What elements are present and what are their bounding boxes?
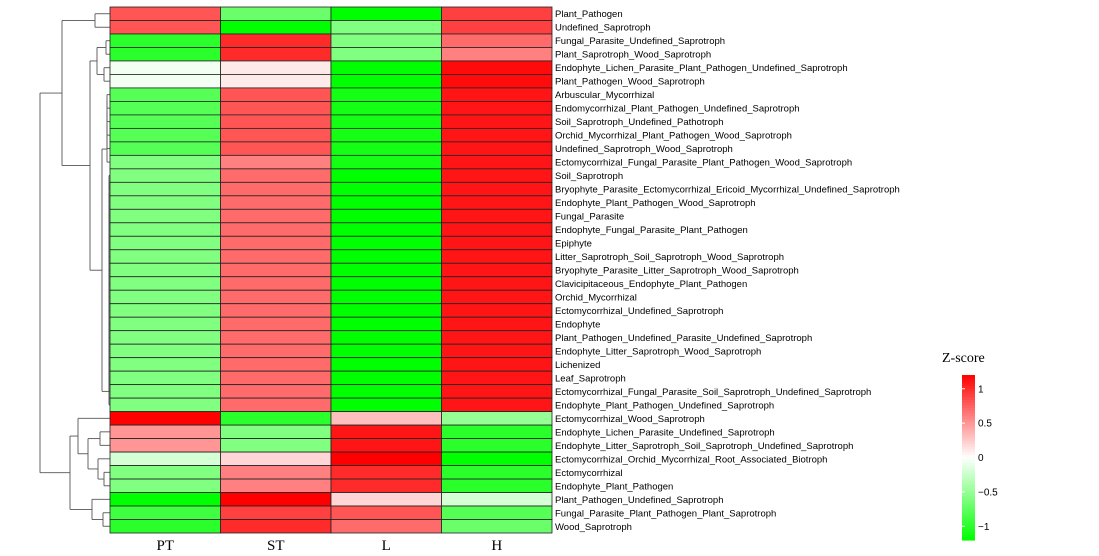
heatmap-cell (442, 304, 553, 317)
heatmap-cell (442, 101, 553, 114)
heatmap-cell (221, 7, 332, 20)
heatmap-cell (110, 412, 221, 425)
heatmap-cell (110, 385, 221, 398)
heatmap-cell (331, 209, 442, 222)
heatmap-cell (331, 344, 442, 357)
heatmap-cell (442, 61, 553, 74)
row-label: Endophyte_Lichen_Parasite_Undefined_Saprotroph (555, 427, 775, 439)
heatmap-cell (442, 385, 553, 398)
heatmap-cell (331, 412, 442, 425)
row-label: Wood_Saprotroph (555, 521, 632, 533)
heatmap-cell (221, 236, 332, 249)
heatmap-cell (110, 425, 221, 438)
heatmap-cell (442, 452, 553, 465)
heatmap-cell (110, 317, 221, 330)
heatmap-cell (110, 263, 221, 276)
row-label: Undefined_Saprotroph (555, 22, 651, 34)
heatmap-cell (221, 169, 332, 182)
heatmap-cell (110, 101, 221, 114)
heatmap-cell (331, 61, 442, 74)
heatmap-cell (221, 250, 332, 263)
heatmap-cell (442, 412, 553, 425)
heatmap-cell (331, 358, 442, 371)
heatmap-cell (221, 425, 332, 438)
heatmap-cell (221, 263, 332, 276)
heatmap-cell (110, 493, 221, 506)
heatmap-cell (110, 128, 221, 141)
heatmap-cell (442, 223, 553, 236)
legend-tick-label: 1 (978, 384, 984, 396)
heatmap-cell (331, 47, 442, 60)
heatmap-cell (110, 223, 221, 236)
legend-tick-label: −1 (978, 521, 990, 533)
heatmap-cell (331, 236, 442, 249)
heatmap-cell (331, 398, 442, 411)
legend-title: Z-score (942, 351, 985, 366)
heatmap-cell (221, 61, 332, 74)
heatmap-cell (221, 101, 332, 114)
row-label: Plant_Pathogen_Undefined_Parasite_Undefined_Saprotroph (555, 332, 813, 344)
heatmap-cell (331, 371, 442, 384)
row-label: Ectomycorrhizal_Fungal_Parasite_Plant_Pathogen_Wood_Saprotroph (555, 157, 853, 169)
heatmap-cell (221, 223, 332, 236)
row-label: Fungal_Parasite_Undefined_Saprotroph (555, 36, 726, 48)
heatmap-cell (221, 115, 332, 128)
row-label: Ectomycorrhizal_Orchid_Mycorrhizal_Root_Associated_Biotroph (555, 454, 828, 466)
row-label: Endophyte_Plant_Pathogen_Wood_Saprotroph (555, 198, 756, 210)
heatmap-cell (221, 466, 332, 479)
heatmap-cell (331, 520, 442, 533)
heatmap-cell (331, 115, 442, 128)
heatmap-cell (110, 344, 221, 357)
heatmap-cell (442, 142, 553, 155)
heatmap-cell (221, 452, 332, 465)
heatmap-cell (221, 398, 332, 411)
heatmap-cell (110, 142, 221, 155)
row-label: Orchid_Mycorrhizal (555, 292, 637, 304)
heatmap-cell (221, 317, 332, 330)
legend-tick-label: 0 (978, 453, 984, 464)
heatmap-cell (221, 506, 332, 519)
heatmap-cell (221, 20, 332, 33)
column-label: H (491, 538, 503, 554)
heatmap-cell (331, 277, 442, 290)
heatmap-cell (331, 20, 442, 33)
heatmap-cell (221, 412, 332, 425)
heatmap-cell (442, 128, 553, 141)
heatmap-cell (442, 506, 553, 519)
row-label: Endophyte_Litter_Saprotroph_Wood_Saprotroph (555, 346, 762, 358)
heatmap-cell (110, 250, 221, 263)
heatmap-cell (442, 331, 553, 344)
heatmap-cell (221, 344, 332, 357)
heatmap-cell (331, 250, 442, 263)
heatmap-cell (331, 128, 442, 141)
heatmap-cell (331, 263, 442, 276)
row-label: Litter_Saprotroph_Soil_Saprotroph_Wood_Saprotroph (555, 252, 785, 264)
row-label: Plant_Pathogen (555, 9, 623, 21)
heatmap-cell (221, 493, 332, 506)
heatmap-cell (331, 182, 442, 195)
row-label: Fungal_Parasite_Plant_Pathogen_Plant_Saprotroph (555, 508, 777, 520)
heatmap-cell (110, 7, 221, 20)
row-label: Endophyte_Litter_Saprotroph_Soil_Saprotroph_Undefined_Saprotroph (555, 440, 854, 452)
heatmap-cell (110, 520, 221, 533)
heatmap-cell (331, 290, 442, 303)
heatmap-cell (442, 88, 553, 101)
heatmap-cell (110, 290, 221, 303)
heatmap-cell (331, 223, 442, 236)
heatmap-cell (442, 236, 553, 249)
heatmap-cell (442, 358, 553, 371)
heatmap-cell (221, 74, 332, 87)
column-label: PT (156, 538, 175, 554)
heatmap-cell (110, 236, 221, 249)
heatmap-cell (221, 88, 332, 101)
heatmap-cell (110, 196, 221, 209)
heatmap-cell (442, 344, 553, 357)
heatmap-cell (110, 169, 221, 182)
heatmap-cell (110, 88, 221, 101)
heatmap-cell (331, 7, 442, 20)
heatmap-cell (331, 493, 442, 506)
heatmap-cell (110, 209, 221, 222)
heatmap-cell (331, 439, 442, 452)
heatmap-cell (110, 331, 221, 344)
row-label: Endophyte_Plant_Pathogen (555, 481, 674, 493)
heatmap-cell (442, 182, 553, 195)
heatmap-cell (442, 493, 553, 506)
heatmap-cell (221, 142, 332, 155)
heatmap-cell (221, 439, 332, 452)
heatmap-cell (110, 115, 221, 128)
heatmap-cell (110, 61, 221, 74)
heatmap-cell (221, 128, 332, 141)
heatmap-cell (221, 290, 332, 303)
row-label: Ectomycorrhizal_Undefined_Saprotroph (555, 305, 724, 317)
heatmap-cell (442, 277, 553, 290)
heatmap-cell (221, 34, 332, 47)
heatmap-cell (331, 506, 442, 519)
heatmap-cell (110, 371, 221, 384)
heatmap-cell (331, 466, 442, 479)
heatmap-cell (331, 142, 442, 155)
heatmap-cell (221, 196, 332, 209)
heatmap-cell (110, 304, 221, 317)
legend-tick-label: 0.5 (978, 418, 992, 430)
color-legend (942, 351, 998, 541)
heatmap-cell (110, 398, 221, 411)
heatmap-cell (221, 520, 332, 533)
heatmap-cell (331, 479, 442, 492)
row-label: Endophyte_Fungal_Parasite_Plant_Pathogen (555, 225, 748, 237)
column-label: L (381, 538, 391, 554)
legend-color-step (962, 537, 975, 540)
row-dendrogram (40, 14, 110, 527)
heatmap-cell (331, 101, 442, 114)
heatmap-cell (442, 74, 553, 87)
heatmap-cell (221, 209, 332, 222)
heatmap-cell (331, 425, 442, 438)
heatmap-cell (110, 20, 221, 33)
row-label: Plant_Pathogen_Undefined_Saprotroph (555, 494, 724, 506)
row-label: Soil_Saprotroph_Undefined_Pathotroph (555, 117, 724, 129)
heatmap-cell (110, 182, 221, 195)
heatmap-cell (110, 47, 221, 60)
heatmap-cell (442, 169, 553, 182)
row-label: Lichenized (555, 359, 601, 371)
heatmap-cell (442, 115, 553, 128)
heatmap-cell (442, 466, 553, 479)
heatmap-cell (221, 304, 332, 317)
heatmap-cell (110, 74, 221, 87)
heatmap-cell (442, 290, 553, 303)
heatmap-cell (442, 479, 553, 492)
row-label: Bryophyte_Parasite_Litter_Saprotroph_Wood_Saprotroph (555, 265, 799, 277)
heatmap-cell (442, 47, 553, 60)
heatmap-cell (110, 358, 221, 371)
heatmap-cell (110, 34, 221, 47)
column-label: ST (266, 538, 285, 554)
row-label: Ectomycorrhizal_Fungal_Parasite_Soil_Saprotroph_Undefined_Saprotroph (555, 386, 872, 398)
row-label: Undefined_Saprotroph_Wood_Saprotroph (555, 144, 733, 156)
heatmap-cell (442, 7, 553, 20)
heatmap-cell (221, 358, 332, 371)
row-label: Clavicipitaceous_Endophyte_Plant_Pathogen (555, 278, 748, 290)
heatmap-cell (331, 385, 442, 398)
heatmap-cell (331, 196, 442, 209)
row-label: Bryophyte_Parasite_Ectomycorrhizal_Ericoid_Mycorrhizal_Undefined_Saprotroph (555, 184, 900, 196)
row-label: Plant_Pathogen_Wood_Saprotroph (555, 76, 705, 88)
heatmap-cell (221, 47, 332, 60)
heatmap-cell (221, 182, 332, 195)
heatmap-cell (221, 371, 332, 384)
heatmap-cell (110, 506, 221, 519)
heatmap-cell (442, 250, 553, 263)
heatmap-cell (110, 155, 221, 168)
heatmap-cell (110, 452, 221, 465)
heatmap-cell (442, 371, 553, 384)
legend-tick-label: −0.5 (978, 487, 998, 499)
heatmap-cell (331, 88, 442, 101)
heatmap-cell (442, 155, 553, 168)
row-label: Endophyte_Lichen_Parasite_Plant_Pathogen_Undefined_Saprotroph (555, 63, 848, 75)
heatmap-cell (331, 34, 442, 47)
heatmap-cell (110, 479, 221, 492)
heatmap-cell (442, 520, 553, 533)
heatmap-cell (331, 331, 442, 344)
heatmap-cell (331, 317, 442, 330)
row-label: Endophyte (555, 319, 601, 331)
heatmap-cell (442, 34, 553, 47)
heatmap-cell (221, 277, 332, 290)
heatmap-cell (442, 196, 553, 209)
heatmap-cell (442, 317, 553, 330)
row-label: Plant_Saprotroph_Wood_Saprotroph (555, 49, 712, 61)
heatmap-cell (442, 263, 553, 276)
row-label: Orchid_Mycorrhizal_Plant_Pathogen_Wood_Saprotroph (555, 130, 792, 142)
row-label: Ectomycorrhizal_Wood_Saprotroph (555, 413, 705, 425)
row-label: Fungal_Parasite (555, 211, 625, 223)
heatmap-cell (442, 425, 553, 438)
heatmap-cell (221, 479, 332, 492)
heatmap-cell (110, 466, 221, 479)
heatmap-cell (221, 155, 332, 168)
row-label: Endomycorrhizal_Plant_Pathogen_Undefined_Saprotroph (555, 103, 800, 115)
row-label: Ectomycorrhizal (555, 467, 623, 479)
heatmap-cell (442, 20, 553, 33)
heatmap-cell (442, 398, 553, 411)
heatmap-cell (221, 331, 332, 344)
row-label: Leaf_Saprotroph (555, 373, 626, 385)
heatmap-cell (331, 155, 442, 168)
row-label: Soil_Saprotroph (555, 171, 624, 183)
heatmap-cell (331, 169, 442, 182)
heatmap-cell (442, 209, 553, 222)
heatmap-cell (442, 439, 553, 452)
row-labels (555, 9, 900, 533)
row-label: Epiphyte (555, 238, 592, 250)
heatmap-cells (110, 7, 552, 533)
column-labels (156, 538, 502, 554)
heatmap-cell (331, 452, 442, 465)
heatmap-cell (221, 385, 332, 398)
row-label: Endophyte_Plant_Pathogen_Undefined_Saprotroph (555, 400, 775, 412)
heatmap-cell (331, 304, 442, 317)
heatmap-cell (110, 439, 221, 452)
row-label: Arbuscular_Mycorrhizal (555, 90, 655, 102)
heatmap-cell (331, 74, 442, 87)
heatmap-cell (110, 277, 221, 290)
